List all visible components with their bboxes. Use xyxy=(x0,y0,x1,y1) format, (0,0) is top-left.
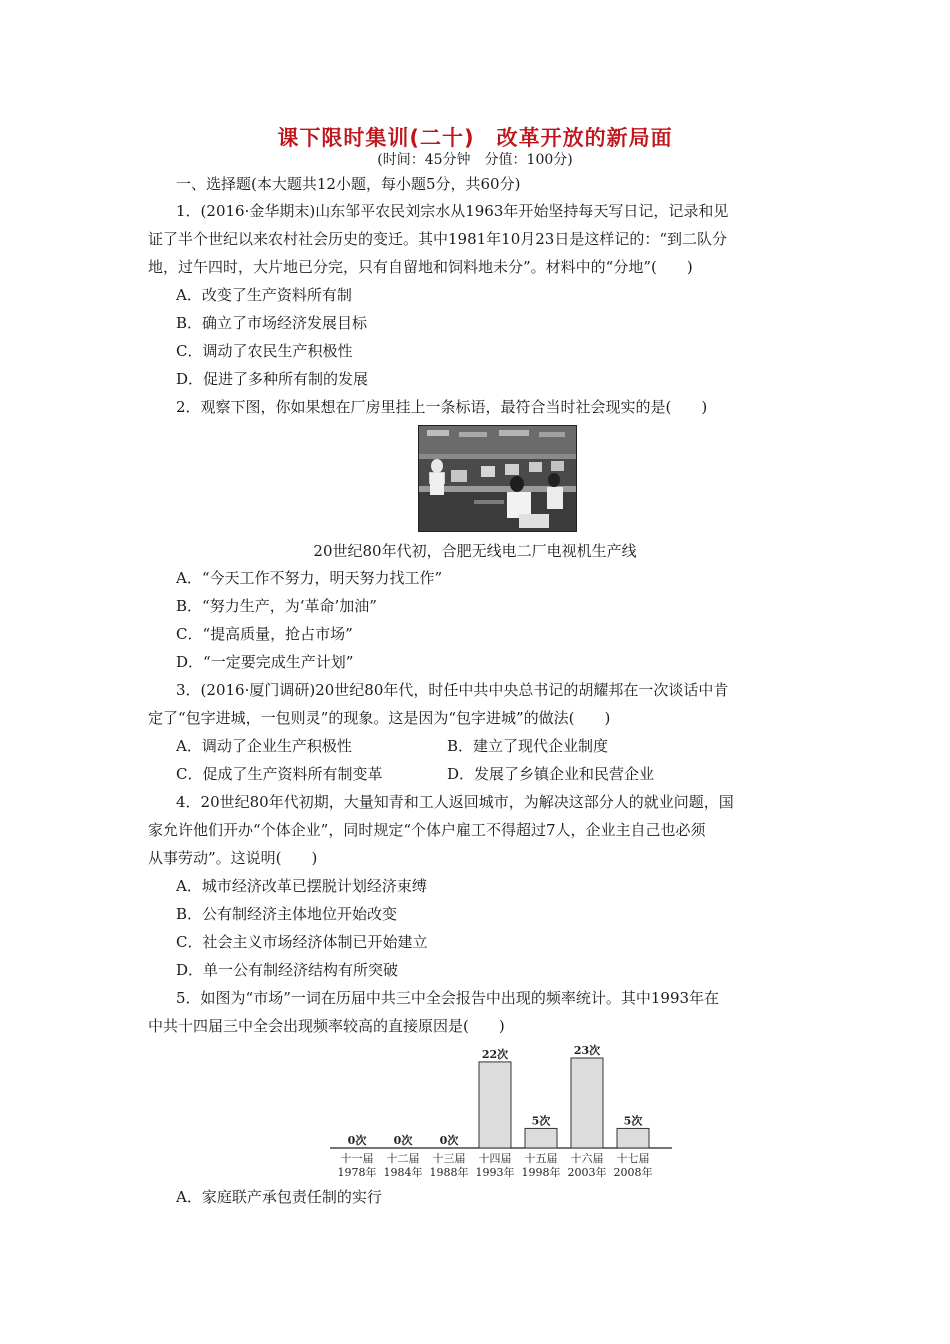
chart-year-label: 2003年 xyxy=(567,1166,607,1179)
chart-category-label: 十三届 xyxy=(432,1152,466,1165)
page-title: 课下限时集训(二十) 改革开放的新局面 xyxy=(277,126,673,150)
q4-option-d: D．单一公有制经济结构有所突破 xyxy=(176,961,399,979)
q3-line-1: 3．(2016·厦门调研)20世纪80年代，时任中共中央总书记的胡耀邦在一次谈话中肯 xyxy=(176,681,729,699)
q1-line-1: 1．(2016·金华期末)山东邹平农民刘宗水从1963年开始坚持每天写日记，记录和见 xyxy=(176,202,729,220)
photo-caption: 20世纪80年代初，合肥无线电二厂电视机生产线 xyxy=(313,542,637,560)
chart-category-label: 十一届 xyxy=(340,1152,374,1165)
chart-data-label: 23次 xyxy=(573,1044,601,1057)
q4-line-3: 从事劳动”。这说明( ) xyxy=(148,849,318,867)
chart-data-label: 5次 xyxy=(531,1114,551,1128)
factory-photo xyxy=(418,425,577,532)
q4-line-1: 4．20世纪80年代初期，大量知青和工人返回城市，为解决这部分人的就业问题，国 xyxy=(176,793,734,811)
chart-bar xyxy=(571,1058,603,1148)
chart-year-label: 1998年 xyxy=(521,1166,561,1179)
q2-option-d: D．“一定要完成生产计划” xyxy=(176,653,354,671)
chart-bar xyxy=(525,1128,557,1148)
chart-bar xyxy=(479,1062,511,1148)
q2-option-a: A．“今天工作不努力，明天努力找工作” xyxy=(176,569,443,587)
q3-line-2: 定了“包字进城，一包则灵”的现象。这是因为“包字进城”的做法( ) xyxy=(148,709,611,727)
q3-option-b: B．建立了现代企业制度 xyxy=(447,737,609,755)
chart-category-label: 十六届 xyxy=(570,1152,604,1165)
q4-option-b: B．公有制经济主体地位开始改变 xyxy=(176,905,398,923)
chart-data-label: 0次 xyxy=(347,1134,367,1147)
chart-year-label: 1978年 xyxy=(337,1166,377,1179)
chart-year-label: 1988年 xyxy=(429,1166,469,1179)
chart-year-label: 1984年 xyxy=(383,1166,423,1179)
market-frequency-chart-svg xyxy=(330,1038,676,1183)
q1-option-d: D．促进了多种所有制的发展 xyxy=(176,370,369,388)
q1-line-2: 证了半个世纪以来农村社会历史的变迁。其中1981年10月23日是这样记的：“到二队分 xyxy=(148,230,728,248)
chart-data-label: 0次 xyxy=(439,1134,459,1147)
q1-option-b: B．确立了市场经济发展目标 xyxy=(176,314,368,332)
q3-option-a: A．调动了企业生产积极性 xyxy=(176,737,352,755)
q5-line-1: 5．如图为“市场”一词在历届中共三中全会报告中出现的频率统计。其中1993年在 xyxy=(176,989,720,1007)
page-subtitle: (时间：45分钟 分值：100分) xyxy=(377,152,573,168)
chart-category-label: 十五届 xyxy=(524,1152,558,1165)
chart-year-label: 1993年 xyxy=(475,1166,515,1179)
q1-line-3: 地，过午四时，大片地已分完，只有自留地和饲料地未分”。材料中的“分地”( ) xyxy=(148,258,693,276)
market-frequency-chart xyxy=(330,1038,676,1183)
chart-year-label: 2008年 xyxy=(613,1166,653,1179)
factory-photo-image xyxy=(419,426,576,531)
q4-line-2: 家允许他们开办“个体企业”，同时规定“个体户雇工不得超过7人，企业主自己也必须 xyxy=(148,821,706,839)
q2-option-b: B．“努力生产，为‘革命’加油” xyxy=(176,597,377,615)
q3-option-c: C．促成了生产资料所有制变革 xyxy=(176,765,383,783)
chart-bar xyxy=(617,1128,649,1148)
q5-option-a: A．家庭联产承包责任制的实行 xyxy=(176,1188,382,1206)
chart-data-label: 0次 xyxy=(393,1134,413,1147)
q1-option-a: A．改变了生产资料所有制 xyxy=(176,286,352,304)
chart-category-label: 十四届 xyxy=(478,1152,512,1165)
chart-data-label: 5次 xyxy=(623,1114,643,1128)
q4-option-c: C．社会主义市场经济体制已开始建立 xyxy=(176,933,428,951)
chart-category-label: 十二届 xyxy=(386,1152,420,1165)
section-heading: 一、选择题(本大题共12小题，每小题5分，共60分) xyxy=(176,175,521,193)
q4-option-a: A．城市经济改革已摆脱计划经济束缚 xyxy=(176,877,427,895)
chart-data-label: 22次 xyxy=(481,1047,509,1061)
q3-option-d: D．发展了乡镇企业和民营企业 xyxy=(447,765,655,783)
q2-line-1: 2．观察下图，你如果想在厂房里挂上一条标语，最符合当时社会现实的是( ) xyxy=(176,398,708,416)
chart-category-label: 十七届 xyxy=(616,1152,650,1165)
q2-option-c: C．“提高质量，抢占市场” xyxy=(176,625,353,643)
q5-line-2: 中共十四届三中全会出现频率较高的直接原因是( ) xyxy=(148,1017,505,1035)
q1-option-c: C．调动了农民生产积极性 xyxy=(176,342,353,360)
